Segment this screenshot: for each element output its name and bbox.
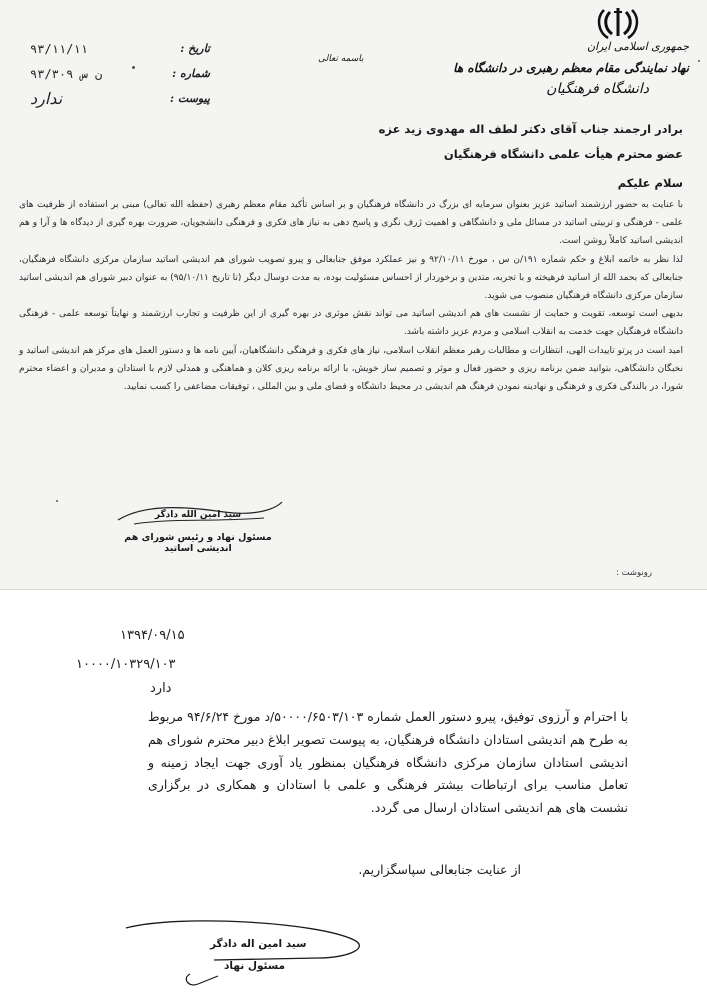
note-signature <box>118 918 378 990</box>
letterhead-university: دانشگاه فرهنگیان <box>546 81 649 97</box>
greeting: سلام علیکم <box>617 176 683 190</box>
note-thanks: از عنایت جنابعالی سپاسگزاریم. <box>358 862 521 877</box>
date-value: ۹۳/۱۱/۱۱ <box>30 41 88 56</box>
letter-meta <box>30 36 210 111</box>
number-label: شماره : <box>172 67 210 80</box>
note-number: ۱۰۰۰۰/۱۰۳۲۹/۱۰۳ <box>76 657 176 672</box>
scan-speck <box>698 60 700 62</box>
iran-emblem-icon <box>596 6 640 42</box>
meta-attachment-row <box>30 86 210 111</box>
body-paragraph: با عنایت به حضور ارزشمند اساتید عزیز بعنوان سرمایه ای بزرگ در دانشگاه فرهنگیان و بر اساس تأکید مقام معظم رهبری (حفظه الله تعالی) مبنی بر استفاده از ظرفیت های علمی - فرهنگی و تربیتی اساتید در مسائل ملی و دانشگاهی و اهمیت ژرف نگری و پاسخ دهی به نیاز های فکری و فرهنگی دانشجویان، ضرورت بهره گیری از دیدگاه ها و آرا و هم اندیشی اساتید کاملاً روشن است. <box>19 200 683 247</box>
date-label: تاریخ : <box>180 42 210 55</box>
note-signature-name: سید امین اله دادگر <box>210 938 307 950</box>
scan-speck <box>56 500 58 502</box>
recipient-title: عضو محترم هیأت علمی دانشگاه فرهنگیان <box>443 147 683 161</box>
body-paragraph: لذا نظر به خاتمه ابلاغ و حکم شماره ۱۹۱/ن س ، مورخ ۹۲/۱۰/۱۱ و نیز عملکرد موفق جنابعالی و پیرو تصویب شورای هم اندیشی اساتید سازمان مرکزی دانشگاه فرهنگیان، جنابعالی که بحمد الله از اساتید فرهیخته و با تجربه، متدین و برخوردار از احساس مسئولیت بوده، به مدت دوسال دیگر (تا تاریخ ۹۵/۱۰/۱۱) به عنوان دبیر شورای هم اندیشی اساتید سازمان مرکزی دانشگاه فرهنگیان منصوب می شوید. <box>19 254 684 302</box>
note-date: ۱۳۹۴/۰۹/۱۵ <box>120 628 185 643</box>
letterhead-country: جمهوری اسلامی ایران <box>586 40 689 53</box>
letter-body <box>19 196 683 396</box>
letterhead-office: نهاد نمایندگی مقام معظم رهبری در دانشگاه ها <box>453 61 689 75</box>
basmala: باسمه تعالی <box>318 54 364 64</box>
signature-name: سید امین الله دادگر <box>154 510 242 520</box>
meta-date-row <box>30 36 210 61</box>
note-signature-title: مسئول نهاد <box>224 960 286 972</box>
attachment-value: ندارد <box>30 89 63 108</box>
ronevesht-label: رونوشت : <box>616 568 653 578</box>
body-paragraph: امید است در پرتو تاییدات الهی، انتظارات و مطالبات رهبر معظم انقلاب اسلامی، نیاز های فکری و فرهنگی دانشگاهیان، آیین نامه ها و دستور العمل های مرکز هم اندیشی اساتید و نخبگان دانشگاهی، بتوانید ضمن برنامه ریزی و حضور فعال و موثر و تصمیم ساز خویش، با ارائه برنامه ریزی کلان و هماهنگی و همدلی لازم با استادان و مدیران و اعضاء محترم شورا، در بالندگی فکری و فرهنگی و نهادینه نمودن فرهنگ هم اندیشی در محیط دانشگاه و فضای ملی و بین المللی ، توفیقات مضاعفی را کسب نمایید. <box>19 345 683 393</box>
signature-title: مسئول نهاد و رئیس شورای هم اندیشی اساتید <box>124 532 272 554</box>
note-attachment: دارد <box>150 681 172 696</box>
letterhead <box>439 40 689 97</box>
number-value: ۹۳/۳۰۹ ن س <box>30 66 103 81</box>
body-paragraph: بدیهی است توسعه، تقویت و حمایت از نشست های هم اندیشی اساتید می تواند نقش موثری در بهره گیری از این ظرفیت و تجارب ارزشمند و نهایتاً توسعه علمی - فرهنگی دانشگاه فرهنگیان جهت خدمت به انقلاب اسلامی و مردم عزیز داشته باشد. <box>19 309 683 338</box>
attachment-label: پیوست : <box>170 92 210 105</box>
signature-scribble <box>114 498 284 538</box>
letter-signature <box>108 498 288 554</box>
recipient <box>43 122 683 172</box>
signature-loop <box>118 918 378 990</box>
meta-number-row <box>30 61 210 86</box>
note-body: با احترام و آرزوی توفیق، پیرو دستور العمل شماره ۵۰۰۰۰/۶۵۰۳/۱۰۳/د مورخ ۹۴/۶/۲۴ مربوط به طرح هم اندیشی استادان دانشگاه فرهنگیان، به پیوست تصویر ابلاغ دبیر محترم شورای هم اندیشی استادان سازمان مرکزی دانشگاه فرهنگیان بمنظور یاد آوری جهت ایجاد زمینه و تعامل مناسب برای ارتباطات بیشتر فرهنگی و علمی با استادان و همکاری در برگزاری نشست های هم اندیشی استادان ارسال می گردد. <box>148 709 629 816</box>
recipient-name: برادر ارجمند جناب آقای دکتر لطف اله مهدوی زید عزه <box>378 122 683 136</box>
